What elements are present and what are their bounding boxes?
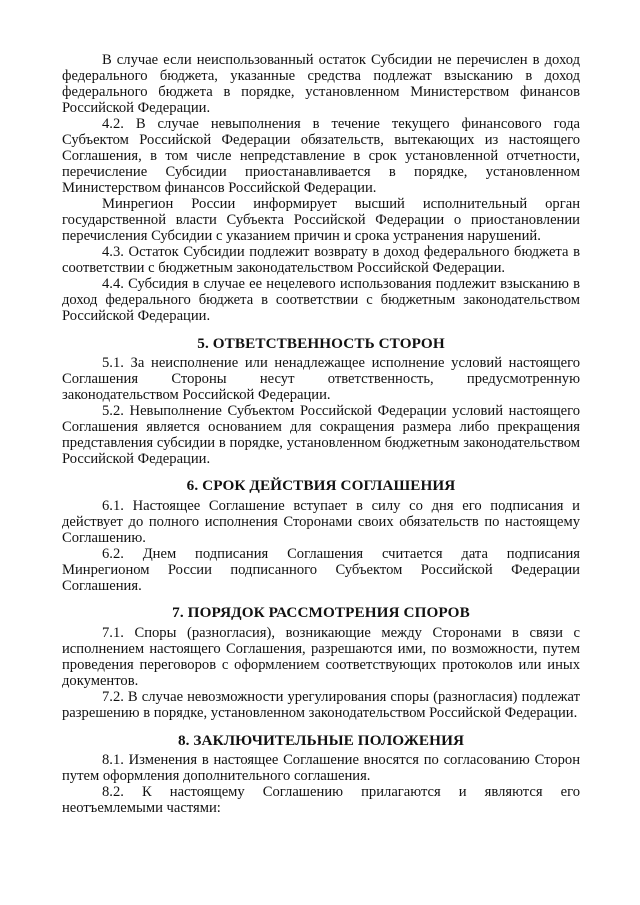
paragraph-5-2: 5.2. Невыполнение Субъектом Российской Федерации условий настоящего Соглашения является основанием для сокращения размера либо прекращения представления субсидии в порядке, установленном бюджетным законодательством Российской Федерации. [62, 403, 580, 467]
paragraph-4-4: 4.4. Субсидия в случае ее нецелевого использования подлежит взысканию в доход федерального бюджета в соответствии с бюджетным законодательством Российской Федерации. [62, 276, 580, 324]
section-7-heading: 7. ПОРЯДОК РАССМОТРЕНИЯ СПОРОВ [172, 604, 470, 621]
paragraph-5-1: 5.1. За неисполнение или ненадлежащее исполнение условий настоящего Соглашения Стороны несут ответственность, предусмотренную законодательством Российской Федерации. [62, 355, 580, 403]
section-8-heading: 8. ЗАКЛЮЧИТЕЛЬНЫЕ ПОЛОЖЕНИЯ [177, 732, 465, 749]
paragraph-unused-remainder: В случае если неиспользованный остаток Субсидии не перечислен в доход федерального бюджета, указанные средства подлежат взысканию в доход федерального бюджета в порядке, установленном Министерством финансов Российской Федерации. [62, 52, 580, 116]
paragraph-4-2: 4.2. В случае невыполнения в течение текущего финансового года Субъектом Российской Федерации обязательств, вытекающих из настоящего Соглашения, в том числе непредставление в срок установленной отчетности, перечисление Субсидии приостанавливается в порядке, установленном Министерством финансов Российской Федерации. [62, 116, 580, 196]
paragraph-6-1: 6.1. Настоящее Соглашение вступает в силу со дня его подписания и действует до полного исполнения Сторонами своих обязательств по настоящему Соглашению. [62, 498, 580, 546]
paragraph-7-1: 7.1. Споры (разногласия), возникающие между Сторонами в связи с исполнением настоящего Соглашения, разрешаются ими, по возможности, путем проведения переговоров с оформлением соответствующих протоколов или иных документов. [62, 625, 580, 689]
paragraph-minregion-informs: Минрегион России информирует высший исполнительный орган государственной власти Субъекта Российской Федерации о приостановлении перечисления Субсидии с указанием причин и срока устранения нарушений. [62, 196, 580, 244]
document-page [62, 52, 580, 816]
paragraph-6-2: 6.2. Днем подписания Соглашения считается дата подписания Минрегионом России подписанного Субъектом Российской Федерации Соглашения. [62, 546, 580, 594]
paragraph-7-2: 7.2. В случае невозможности урегулирования споры (разногласия) подлежат разрешению в порядке, установленном законодательством Российской Федерации. [62, 689, 580, 721]
paragraph-4-3: 4.3. Остаток Субсидии подлежит возврату в доход федерального бюджета в соответствии с бюджетным законодательством Российской Федерации. [62, 244, 580, 276]
section-5-heading: 5. ОТВЕТСТВЕННОСТЬ СТОРОН [197, 335, 445, 352]
section-6-heading: 6. СРОК ДЕЙСТВИЯ СОГЛАШЕНИЯ [186, 477, 456, 494]
paragraph-8-1: 8.1. Изменения в настоящее Соглашение вносятся по согласованию Сторон путем оформления дополнительного соглашения. [62, 752, 580, 784]
paragraph-8-2: 8.2. К настоящему Соглашению прилагаются и являются его неотъемлемыми частями: [62, 784, 580, 816]
